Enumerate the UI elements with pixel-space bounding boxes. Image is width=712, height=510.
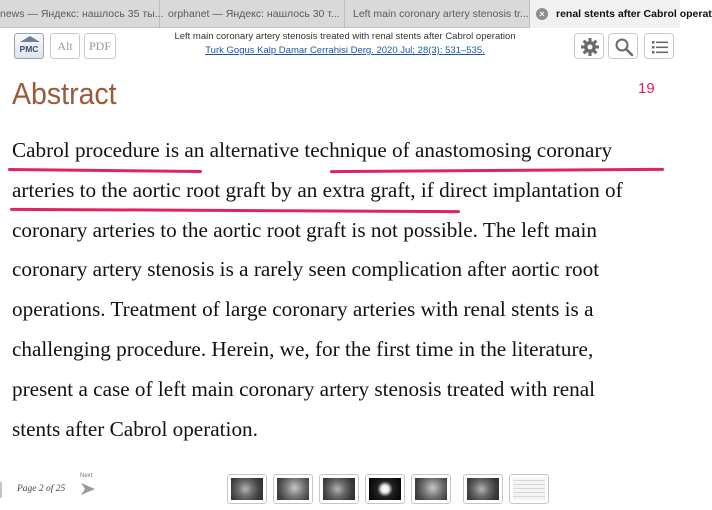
search-button[interactable] xyxy=(608,33,638,59)
page-navigation-bar xyxy=(0,468,680,510)
list-icon xyxy=(650,37,670,57)
figure-image xyxy=(415,478,447,500)
abstract-line: operations. Treatment of large coronary arteries with renal stents is a xyxy=(12,297,594,321)
pmc-roof-icon xyxy=(20,36,40,42)
next-label: Next xyxy=(80,473,93,479)
tab-renal-stents-active[interactable] xyxy=(530,0,712,28)
abstract-line: present a case of left main coronary artery stenosis treated with renal xyxy=(12,377,595,401)
article-citation xyxy=(120,30,570,58)
figure-thumbnail[interactable] xyxy=(319,474,359,504)
pmc-logo-text: PMC xyxy=(19,44,39,54)
page-marker: 19 xyxy=(638,80,655,97)
figure-thumbnail[interactable] xyxy=(273,474,313,504)
figure-image xyxy=(277,478,309,500)
alt-button[interactable]: Alt xyxy=(50,33,80,59)
figure-thumbnail[interactable] xyxy=(411,474,451,504)
figure-image xyxy=(513,478,545,500)
abstract-line: coronary artery stenosis is a rarely seen complication after aortic root xyxy=(12,257,600,281)
settings-button[interactable] xyxy=(574,33,604,59)
reader-toolbar xyxy=(0,28,680,64)
figure-image xyxy=(323,478,355,500)
close-tab-icon[interactable]: × xyxy=(536,8,548,20)
tab-label: news — Яндекс: нашлось 35 ты... xyxy=(0,8,164,20)
tab-yandex-orphanet[interactable] xyxy=(160,0,345,28)
abstract-line: Cabrol procedure is an alternative technique of anastomosing coronary xyxy=(12,138,613,162)
tab-label: renal stents after Cabrol operat xyxy=(556,8,712,20)
figure-image xyxy=(231,478,263,500)
figure-thumbnail[interactable] xyxy=(463,474,503,504)
figure-thumbnail[interactable] xyxy=(365,474,405,504)
pmc-logo[interactable] xyxy=(14,33,44,59)
tab-label: Left main coronary artery stenosis tr... xyxy=(353,8,529,20)
page-indicator: Page 2 of 25 xyxy=(17,484,66,494)
search-icon xyxy=(614,37,634,57)
tab-label: orphanet — Яндекс: нашлось 30 т... xyxy=(168,8,340,20)
gear-icon xyxy=(580,37,600,57)
figure-image xyxy=(467,478,499,500)
browser-tab-bar xyxy=(0,0,712,28)
abstract-line: arteries to the aortic root graft by an extra graft, if direct implantation of xyxy=(12,178,623,202)
tab-left-main-stenosis[interactable] xyxy=(345,0,530,28)
abstract-line: stents after Cabrol operation. xyxy=(12,417,258,441)
next-page-button[interactable] xyxy=(78,473,100,501)
pdf-button[interactable]: PDF xyxy=(84,33,116,59)
contents-list-button[interactable] xyxy=(644,33,674,59)
abstract-line: coronary arteries to the aortic root graft is not possible. The left main xyxy=(12,218,598,242)
tab-yandex-news[interactable] xyxy=(0,0,164,28)
article-title: Left main coronary artery stenosis treated with renal stents after Cabrol operation xyxy=(174,31,516,42)
figure-thumbnail[interactable] xyxy=(227,474,267,504)
arrow-right-icon xyxy=(80,482,96,496)
abstract-line: challenging procedure. Herein, we, for the first time in the literature, xyxy=(12,337,594,361)
scroll-edge xyxy=(0,482,4,498)
section-heading: Abstract xyxy=(12,76,117,111)
figure-thumbnail[interactable] xyxy=(509,474,549,504)
figure-image xyxy=(369,478,401,500)
journal-reference-link[interactable]: Turk Gogus Kalp Damar Cerrahisi Derg. 2020 Jul; 28(3): 531–535. xyxy=(205,45,485,56)
